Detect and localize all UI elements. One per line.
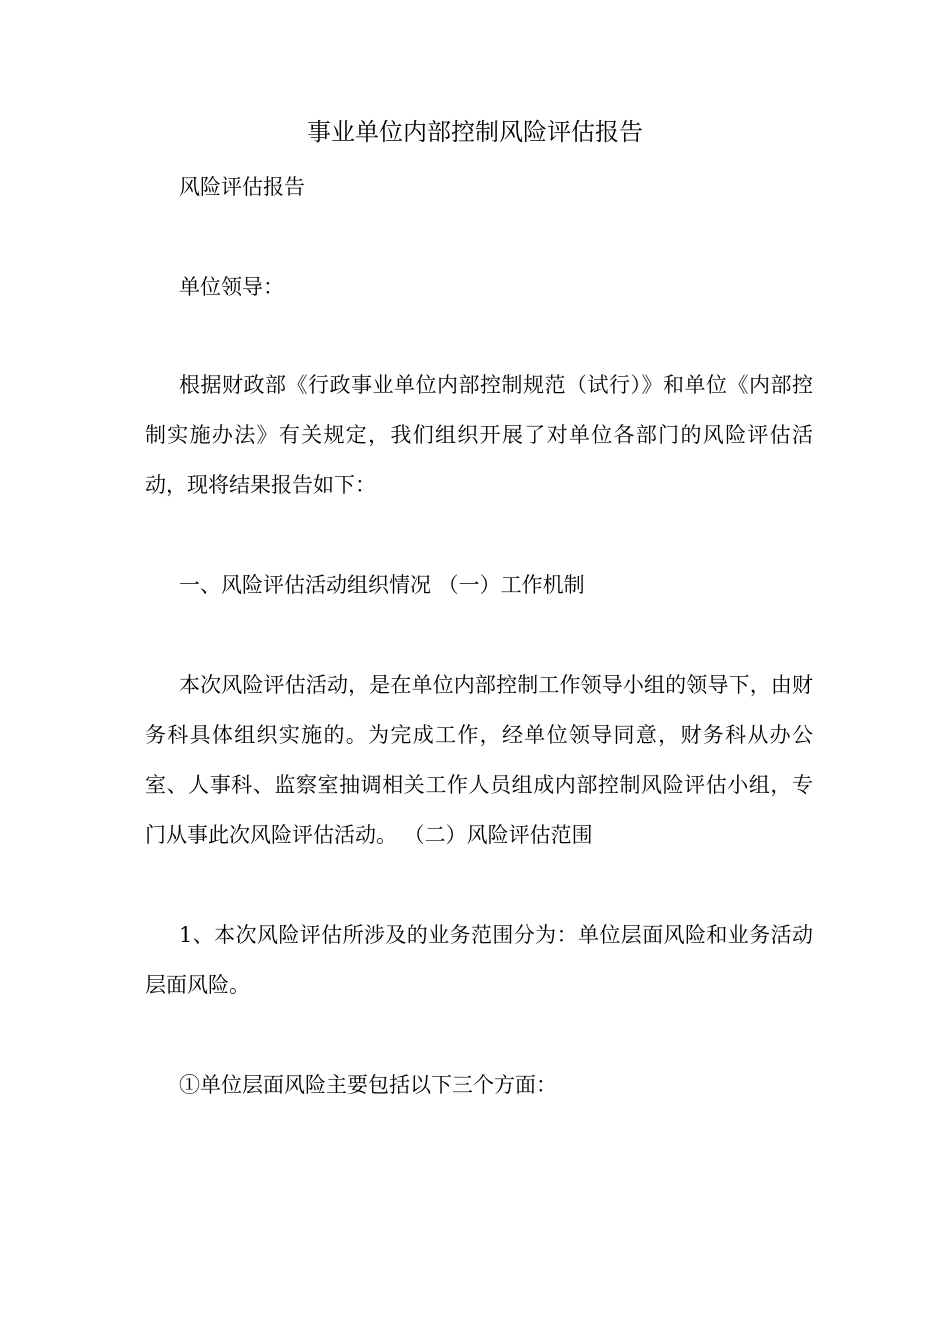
document-title: 事业单位内部控制风险评估报告 bbox=[307, 118, 643, 146]
list-item-unit-level-risk: ①单位层面风险主要包括以下三个方面： bbox=[179, 1073, 557, 1097]
section-heading-organization: 一、风险评估活动组织情况 （一）工作机制 bbox=[179, 573, 585, 597]
report-subtitle: 风险评估报告 bbox=[179, 175, 305, 199]
intro-paragraph: 根据财政部《行政事业单位内部控制规范（试行）》和单位《内部控制实施办法》有关规定，我们组织开展了对单位各部门的风险评估活动，现将结果报告如下： bbox=[145, 373, 813, 497]
list-item-scope: 1、本次风险评估所涉及的业务范围分为：单位层面风险和业务活动层面风险。 bbox=[145, 923, 813, 997]
salutation: 单位领导： bbox=[179, 275, 284, 299]
body-paragraph-work-mechanism: 本次风险评估活动，是在单位内部控制工作领导小组的领导下，由财务科具体组织实施的。为完成工作，经单位领导同意，财务科从办公室、人事科、监察室抽调相关工作人员组成内部控制风险评估小组，专门从事此次风险评估活动。 （二）风险评估范围 bbox=[145, 673, 813, 847]
